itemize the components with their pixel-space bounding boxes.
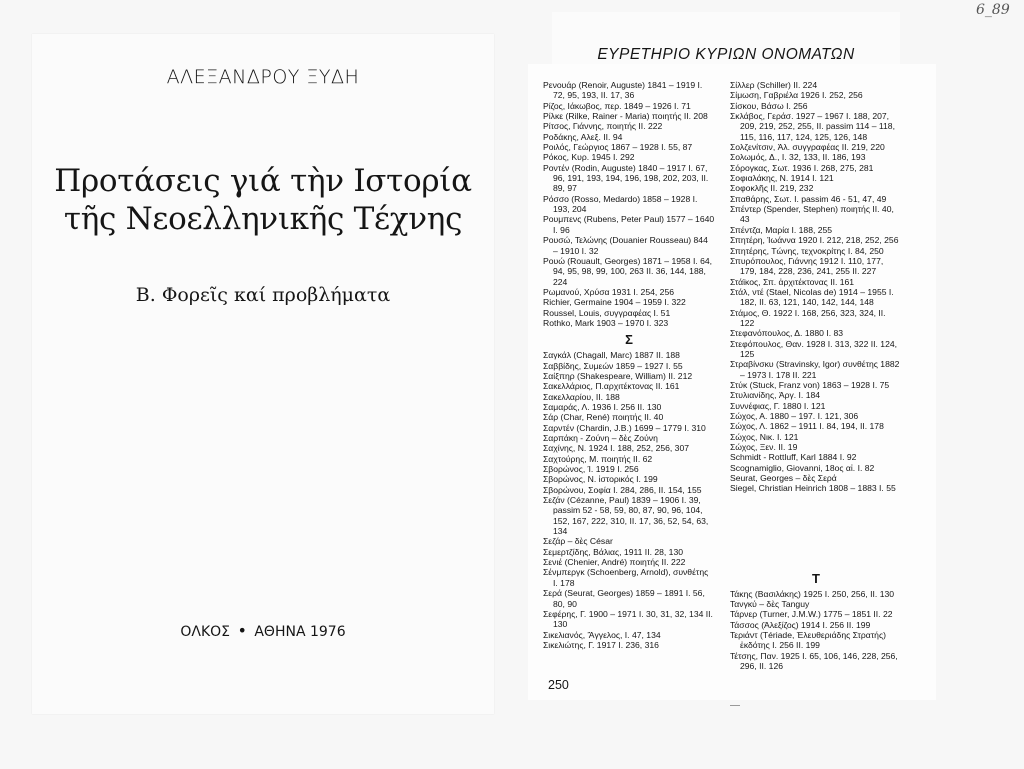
index-entry: Στυλιανίδης, Ἀργ. I. 184 [730, 390, 821, 401]
book-title [32, 162, 494, 238]
index-entry: Σπητέρη, Ἰωάννα 1920 I. 212, 218, 252, 256 [730, 235, 899, 246]
index-entry: Σώχος, Α. 1880 – 197. I. 121, 306 [730, 411, 859, 421]
index-entry: Ρίλκε (Rilke, Rainer - Maria) ποιητής II. 208 [543, 111, 708, 122]
index-entry: Σερά (Seurat, Georges) 1859 – 1891 I. 56, 80, 90 [543, 588, 705, 609]
index-entry: Σίσκου, Βάσω I. 256 [730, 100, 808, 111]
index-entry: Σεμερτζίδης, Βάλιας, 1911 II. 28, 130 [543, 546, 684, 557]
index-entry: Σβορώνος, Ί. 1919 I. 256 [543, 464, 639, 475]
index-entry: Τάκης (Βασιλάκης) 1925 I. 250, 256, II. 130 [730, 588, 895, 599]
index-entry: Σώχος, Νικ. I. 121 [730, 431, 799, 442]
index-column-left [543, 80, 715, 650]
book-title-line-2: τῆς Νεοελληνικῆς Τέχνης [63, 201, 463, 237]
index-entry: Στραβίνσκυ (Stravinsky, Igor) συνθέτης 1882 – 1973 I. 178 II. 221 [730, 359, 900, 380]
title-page [32, 34, 494, 714]
index-entry: Ροιλός, Γεώργιος 1867 – 1928 I. 55, 87 [543, 142, 693, 153]
index-entry: Roussel, Louis, συγγραφέας I. 51 [543, 307, 671, 318]
index-entry: Στύκ (Stuck, Franz von) 1863 – 1928 I. 75 [730, 379, 890, 390]
index-entry: Σαχτούρης, Μ. ποιητής II. 62 [543, 453, 653, 464]
book-subtitle: Β. Φορεῖς καί προβλήματα [135, 284, 391, 306]
index-entry: Σολζενίτσιν, Ἀλ. συγγραφέας II. 219, 220 [730, 142, 885, 153]
index-entry: Ρόκος, Κυρ. 1945 I. 292 [543, 152, 635, 163]
index-entry: Σκλάβος, Γεράσ. 1927 – 1967 I. 188, 207, 209, 219, 252, 255, II. passim 114 – 118, 115, 116, 117, 124, 125, 126, 148 [730, 111, 895, 142]
index-entry: Σαγκάλ (Chagall, Marc) 1887 II. 188 [543, 350, 680, 361]
index-entry: Σεζάρ – δὲς César [543, 536, 613, 547]
bullet-separator: • [237, 621, 247, 640]
index-entry: Τάρνερ (Turner, J.M.W.) 1775 – 1851 II. 22 [730, 609, 893, 620]
index-entry: Σαχίνης, Ν. 1924 I. 188, 252, 256, 307 [543, 443, 690, 454]
index-entry: Ρίζος, Ιάκωβος, περ. 1849 – 1926 I. 71 [543, 100, 691, 111]
index-entry: Σαρντέν (Chardin, J.B.) 1699 – 1779 I. 310 [543, 422, 706, 433]
handwritten-page-note: 6_89 [976, 2, 1010, 18]
index-entry: Ρενουάρ (Renoir, Auguste) 1841 – 1919 I. 72, 95, 193, II. 17, 36 [543, 80, 703, 101]
index-section-letter: Σ [625, 332, 633, 348]
index-entry: Σώχος, Λ. 1862 – 1911 I. 84, 194, II. 178 [730, 421, 884, 432]
index-entry: Σεφέρης, Γ. 1900 – 1971 I. 30, 31, 32, 134 II. 130 [543, 608, 713, 630]
index-entry: Σπυρόπουλος, Γιάννης 1912 I. 110, 177, 179, 184, 228, 236, 241, 255 II. 227 [730, 255, 884, 277]
index-entry: Σβορώνου, Σοφία I. 284, 286, II. 154, 155 [543, 484, 702, 495]
index-section-letter: T [812, 570, 820, 586]
index-entry: Στεφόπουλος, Θαν. 1928 I. 313, 322 II. 124, 125 [730, 338, 898, 359]
index-entry: Σεζάν (Cézanne, Paul) 1839 – 1906 I. 39, passim 52 - 58, 59, 80, 87, 90, 96, 104, 152, 167, 222, 310, II. 17, 36, 52, 54, 63, 134 [543, 495, 709, 537]
index-entry: Σίμωση, Γαβριέλα 1926 I. 252, 256 [730, 90, 863, 101]
index-entry: Σαββίδης, Συμεών 1859 – 1927 I. 55 [543, 360, 683, 371]
index-entry: Scognamiglio, Giovanni, 18ος αἰ. I. 82 [730, 462, 875, 473]
index-entry: Σένμπεργκ (Schoenberg, Arnold), συνθέτης I. 178 [543, 567, 709, 588]
index-entry: Σακελλαρίου, II. 188 [543, 391, 620, 402]
index-entry: Schmidt - Rottluff, Karl 1884 I. 92 [730, 452, 857, 463]
index-entry: Στάϊκος, Σπ. ἀρχιτέκτονας II. 161 [730, 276, 855, 287]
index-entry: Τανγκύ – δὲς Tanguy [730, 599, 810, 610]
index-entry: Σαμαράς, Λ. 1936 I. 256 II. 130 [543, 401, 662, 412]
page-number: 250 [548, 678, 569, 692]
index-entry: Τάσσος (Ἀλεξίζος) 1914 I. 256 II. 199 [730, 619, 871, 630]
index-entry: Ροδάκης, Αλεξ. II. 94 [543, 131, 623, 142]
index-entry: Σπαθάρης, Σωτ. I. passim 46 - 51, 47, 49 [730, 193, 887, 204]
index-entry: Ρουμπενς (Rubens, Peter Paul) 1577 – 1640 I. 96 [543, 214, 715, 235]
index-entry: Στάλ, ντέ (Stael, Nicolas de) 1914 – 1955 I. 182, II. 63, 121, 140, 142, 144, 148 [730, 286, 894, 308]
index-entry: Σικελιώτης, Γ. 1917 I. 236, 316 [543, 639, 659, 650]
index-entry: Τέτσης, Παν. 1925 I. 65, 106, 146, 228, 256, 296, II. 126 [730, 650, 898, 672]
index-entry: Ροντέν (Rodin, Auguste) 1840 – 1917 I. 67, 96, 191, 193, 194, 196, 198, 202, 203, II. 89, 97 [543, 162, 709, 194]
index-column-right [730, 80, 902, 672]
index-entry: Τεριάντ (Tériade, Ἐλευθεριάδης Στρατής) ἐκδότης I. 256 II. 199 [730, 630, 886, 651]
scan-mark [730, 705, 740, 706]
index-entry: Ρόσσο (Rosso, Medardo) 1858 – 1928 I. 193, 204 [543, 193, 698, 215]
index-entry: Ρουσώ, Τελώνης (Douanier Rousseau) 844 – 1910 I. 32 [543, 235, 708, 256]
index-entry: Σοφοκλῆς II. 219, 232 [730, 183, 814, 194]
index-entry: Σενιέ (Chenier, André) ποιητής II. 222 [543, 557, 686, 568]
index-entry: Στεφανόπουλος, Δ. 1880 I. 83 [730, 328, 844, 339]
index-entry: Σοφιαλάκης, Ν. 1914 I. 121 [730, 173, 834, 184]
index-entry: Siegel, Christian Heinrich 1808 – 1883 I. 55 [730, 483, 896, 494]
column-gap [730, 494, 902, 567]
index-entry: Rothko, Mark 1903 – 1970 I. 323 [543, 317, 669, 328]
index-entry: Σβορώνος, Ν. ἱστορικός I. 199 [543, 474, 658, 485]
index-entry: Συννέφιας, Γ. 1880 I. 121 [730, 400, 826, 411]
index-entry: Seurat, Georges – δὲς Σερά [730, 473, 837, 484]
index-entry: Σπέντερ (Spender, Stephen) ποιητής II. 40, 43 [730, 204, 894, 225]
index-entry: Ρωμανού, Χρύσα 1931 I. 254, 256 [543, 286, 675, 297]
index-entry: Σπητέρης, Τώνης, τεχνοκρίτης I. 84, 250 [730, 245, 884, 256]
index-entry: Σπέντζα, Μαρία I. 188, 255 [730, 224, 833, 235]
index-entry: Σαρπάκη - Ζούνη – δὲς Ζούνη [543, 433, 658, 443]
index-entry: Σαίξπηρ (Shakespeare, William) II. 212 [543, 370, 693, 381]
index-entry: Ρουώ (Rouault, Georges) 1871 – 1958 I. 64, 94, 95, 98, 99, 100, 263 II. 36, 144, 188, 224 [543, 255, 713, 287]
index-entry: Σακελλάριος, Π.αρχιτέκτονας II. 161 [543, 381, 680, 392]
publisher-name: ΟΛΚΟΣ [180, 624, 231, 640]
index-entry: Στάμος, Θ. 1922 I. 168, 256, 323, 324, II. 122 [730, 307, 886, 328]
index-entry: Σίλλερ (Schiller) II. 224 [730, 80, 818, 90]
index-entry: Ρίτσος, Γιάννης, ποιητής II. 222 [543, 121, 663, 132]
index-entry: Σάρ (Char, René) ποιητής II. 40 [543, 412, 664, 423]
index-entry: Σώχος, Ξεν. II. 19 [730, 442, 798, 453]
book-title-line-1: Προτάσεις γιά τὴν Ιστορία [54, 163, 472, 199]
publication-place-year: ΑΘΗΝΑ 1976 [254, 624, 346, 640]
index-entry: Σικελιανός, Ἄγγελος, I. 47, 134 [543, 629, 661, 640]
index-entry: Σολωμός, Δ., I. 32, 133, II. 186, 193 [730, 152, 866, 163]
index-title: ΕΥΡΕΤΗΡΙΟ ΚΥΡΙΩΝ ΟΝΟΜΑΤΩΝ [597, 46, 855, 63]
index-entry: Σόρογκας, Σωτ. 1936 I. 268, 275, 281 [730, 162, 874, 173]
author-name: ΑΛΕΞΑΝΔΡΟΥ ΞΥΔΗ [166, 66, 360, 88]
publisher-imprint [32, 621, 494, 640]
index-entry: Richier, Germaine 1904 – 1959 I. 322 [543, 297, 686, 308]
